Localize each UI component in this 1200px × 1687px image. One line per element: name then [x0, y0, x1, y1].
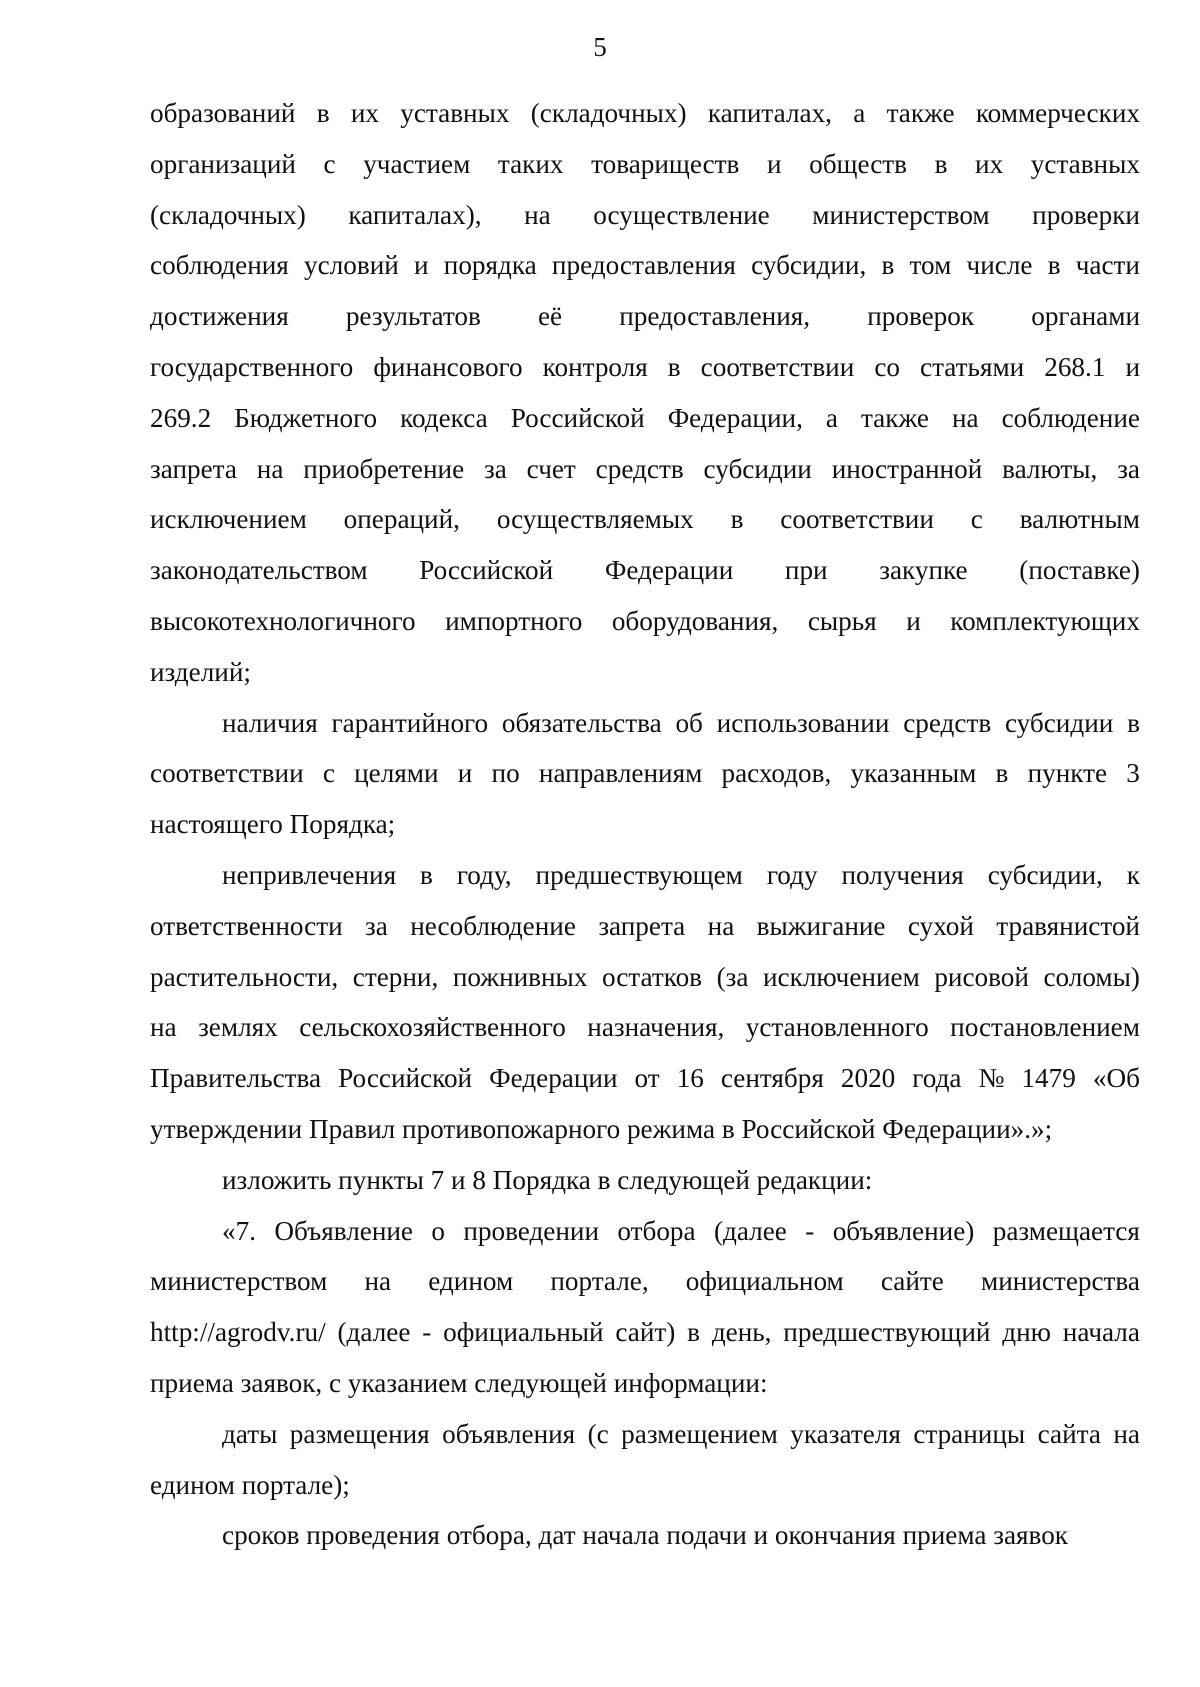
text-line: http://agrodv.ru/ (далее - официальный сайт) в день, предшествующий дню начала: [150, 1317, 1140, 1348]
paragraph: [150, 1510, 1140, 1561]
paragraph: [150, 1206, 1140, 1409]
text-line: достижения результатов её предоставления, проверок органами: [150, 301, 1140, 332]
text-line: Правительства Российской Федерации от 16 сентября 2020 года № 1479 «Об: [150, 1063, 1140, 1094]
text-line: изделий;: [150, 656, 251, 687]
paragraph: [150, 88, 1140, 698]
text-line: образований в их уставных (складочных) капиталах, а также коммерческих: [150, 98, 1140, 128]
text-line: законодательством Российской Федерации при закупке (поставке): [150, 555, 1140, 586]
text-line: министерством на едином портале, официальном сайте министерства: [150, 1266, 1140, 1297]
text-line: государственного финансового контроля в соответствии со статьями 268.1 и: [150, 351, 1140, 382]
text-line: запрета на приобретение за счет средств субсидии иностранной валюты, за: [150, 453, 1140, 484]
text-line: ответственности за несоблюдение запрета на выжигание сухой травянистой: [150, 910, 1140, 941]
text-line: (складочных) капиталах), на осуществление министерством проверки: [150, 199, 1140, 230]
text-line: даты размещения объявления (с размещением указателя страницы сайта на: [222, 1418, 1140, 1449]
text-line: исключением операций, осуществляемых в соответствии с валютным: [150, 504, 1140, 535]
paragraph: [150, 698, 1140, 850]
page-number: 5: [593, 32, 607, 62]
paragraph: [150, 850, 1140, 1155]
document-body: [150, 88, 1140, 1561]
text-line: настоящего Порядка;: [150, 809, 396, 840]
text-line: соответствии с целями и по направлениям расходов, указанным в пункте 3: [150, 758, 1140, 789]
text-line: соблюдения условий и порядка предоставления субсидии, в том числе в части: [150, 250, 1140, 281]
text-line: наличия гарантийного обязательства об использовании средств субсидии в: [222, 707, 1140, 738]
text-line: утверждении Правил противопожарного режима в Российской Федерации».»;: [150, 1113, 1053, 1144]
text-line: растительности, стерни, пожнивных остатков (за исключением рисовой соломы): [150, 961, 1140, 992]
text-line: едином портале);: [150, 1469, 350, 1500]
text-line: непривлечения в году, предшествующем году получения субсидии, к: [222, 859, 1140, 890]
text-line: организаций с участием таких товариществ и обществ в их уставных: [150, 148, 1140, 179]
text-line: приема заявок, с указанием следующей информации:: [150, 1367, 768, 1398]
text-line: «7. Объявление о проведении отбора (далее - объявление) размещается: [222, 1215, 1140, 1246]
text-line: на землях сельскохозяйственного назначения, установленного постановлением: [150, 1012, 1140, 1043]
text-line: высокотехнологичного импортного оборудования, сырья и комплектующих: [150, 605, 1140, 636]
paragraph: [150, 1409, 1140, 1511]
text-line: сроков проведения отбора, дат начала подачи и окончания приема заявок: [222, 1520, 1068, 1551]
paragraph: [150, 1155, 1140, 1206]
text-line: 269.2 Бюджетного кодекса Российской Федерации, а также на соблюдение: [150, 402, 1140, 433]
text-line: изложить пункты 7 и 8 Порядка в следующей редакции:: [222, 1164, 873, 1195]
